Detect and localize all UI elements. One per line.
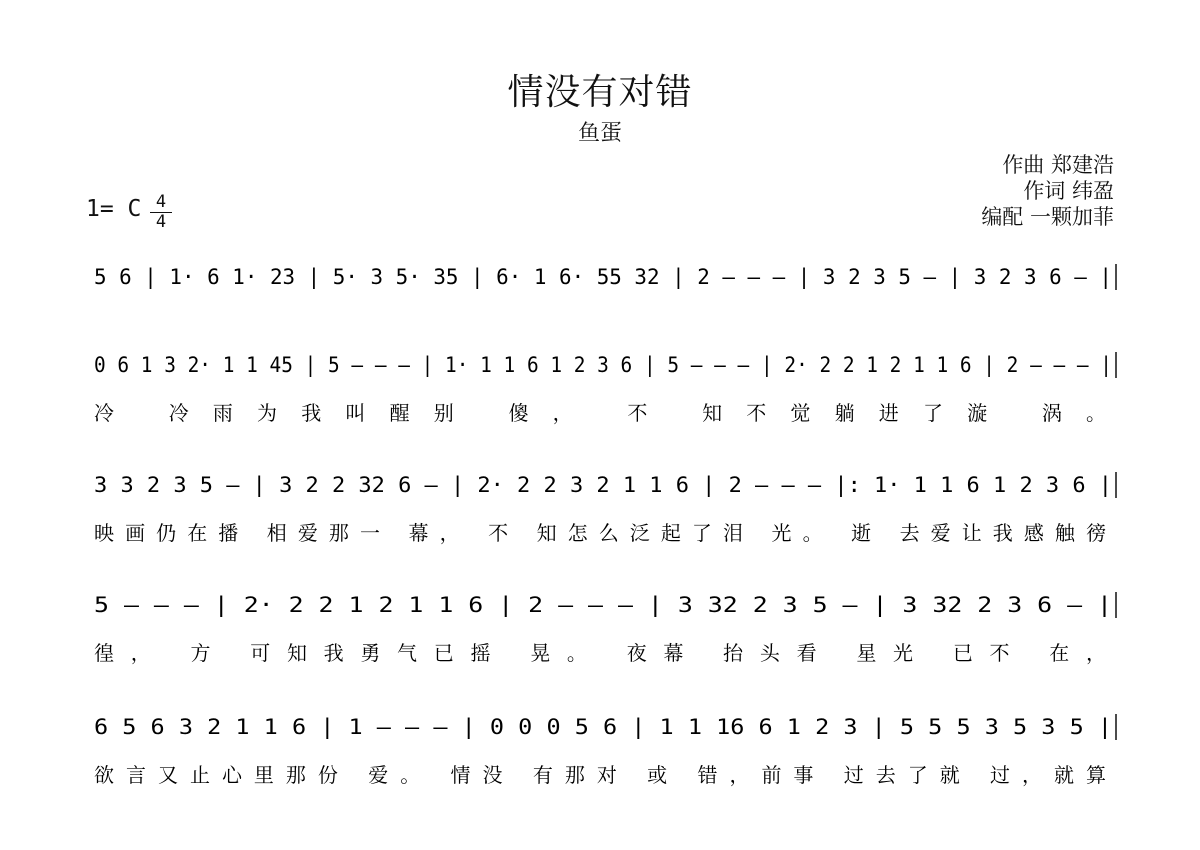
score-system	[94, 472, 1116, 545]
lyrics-line: 冷 冷雨为我叫醒别 傻， 不 知不觉躺进了漩 涡。	[94, 401, 1106, 425]
lyrics-line: 欲言又止心里那份 爱。 情没 有那对 或 错，前事 过去了就 过，就算	[94, 763, 1106, 787]
score-system	[94, 352, 1194, 425]
notation-line: 5 6 | 1· 6 1· 23 | 5· 3 5· 35 | 6· 1 6· 55 32 | 2 — — — | 3 2 3 5 — | 3 2 3 6 — |	[94, 265, 1119, 289]
lyrics-line: 映画仍在播 相爱那一 幕， 不 知怎么泛起了泪 光。 逝 去爱让我感触徬	[94, 521, 1106, 545]
notation-line: 6 5 6 3 2 1 1 6 | 1 — — — | 0 0 0 5 6 | 1 1 16 6 1 2 3 | 5 5 5 3 5 3 5 |	[94, 715, 1005, 739]
singer-name: 鱼蛋	[577, 121, 622, 146]
composer-credit: 作曲 郑建浩	[1002, 153, 1114, 177]
notation-line: 5 — — — | 2· 2 2 1 2 1 1 6 | 2 — — — | 3 32 2 3 5 — | 3 32 2 3 6 — |	[94, 593, 954, 617]
lyrics-line: 徨， 方 可知我勇气已摇 晃。 夜幕 抬头看 星光 已不 在，	[94, 641, 1106, 665]
time-numerator: 4	[155, 192, 167, 212]
notation-line: 0 6 1 3 2· 1 1 45 | 5 — — — | 1· 1 1 6 1 2 3 6 | 5 — — — | 2· 2 2 1 2 1 1 6 | 2 — — — |	[94, 353, 1194, 377]
lyricist-credit: 作词 纬盈	[1023, 179, 1114, 203]
key-signature: 1= C	[86, 196, 142, 222]
song-title: 情没有对错	[507, 72, 693, 113]
time-denominator: 4	[155, 212, 167, 232]
notation-line: 3 3 2 3 5 — | 3 2 2 32 6 — | 2· 2 2 3 2 1 1 6 | 2 — — — |: 1· 1 1 6 1 2 3 6 |	[94, 473, 1068, 497]
arranger-credit: 编配 一颗加菲	[981, 205, 1114, 229]
score-system	[94, 592, 1116, 665]
score-system	[94, 264, 1119, 290]
score-system	[94, 714, 1116, 787]
